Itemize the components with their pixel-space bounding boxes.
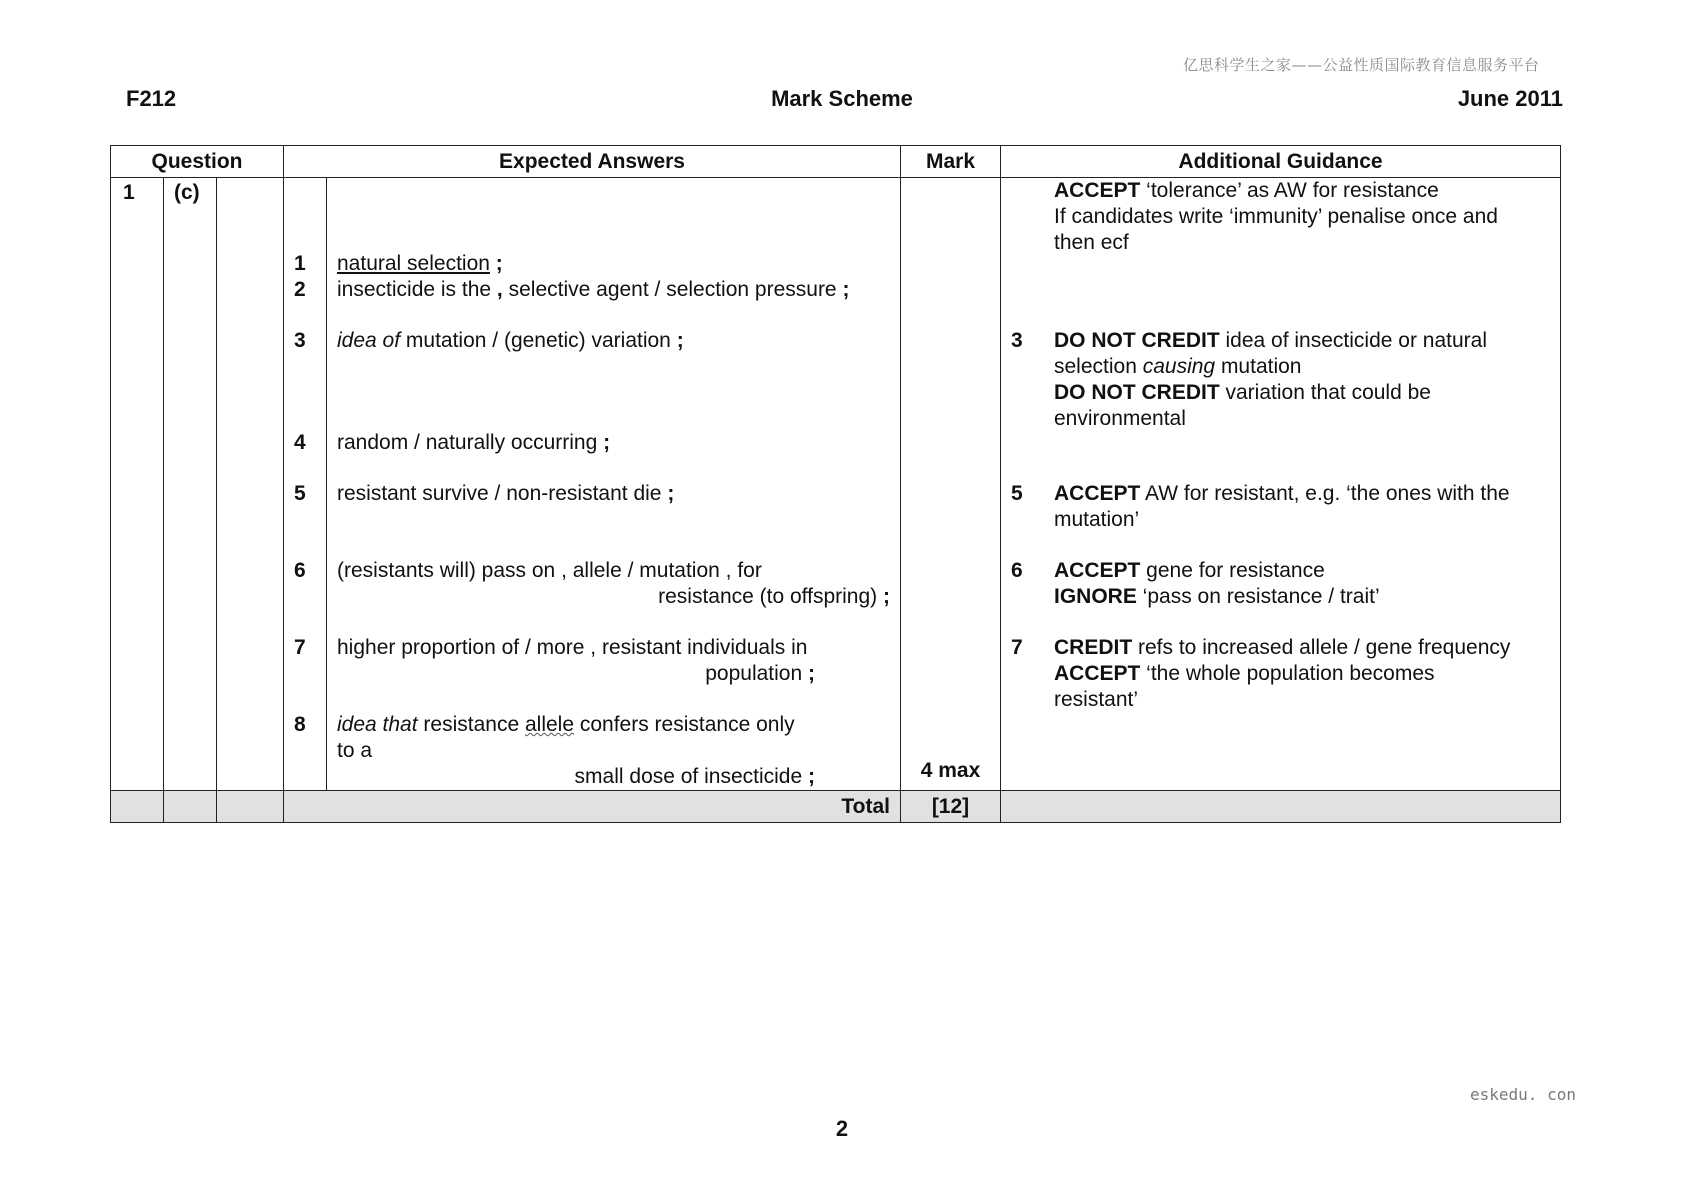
answer-item: (resistants will) pass on , allele / mutation , for resistance (to offspring) ; — [337, 559, 890, 608]
additional-guidance — [1001, 178, 1560, 788]
guidance-item: CREDIT refs to increased allele / gene frequency ACCEPT ‘the whole population becomes resistant’ — [1054, 636, 1511, 711]
expected-answers — [327, 178, 900, 788]
answer-number: 2 — [294, 278, 306, 301]
answer-number: 3 — [294, 329, 306, 352]
watermark-bottom: eskedu. con — [1470, 1085, 1576, 1104]
answer-number: 6 — [294, 559, 306, 582]
mark-header: Mark — [901, 146, 1001, 178]
guidance-number: 3 — [1011, 329, 1023, 352]
guidance-item: DO NOT CREDIT idea of insecticide or natural selection causing mutation DO NOT CREDIT variation that could be environmental — [1054, 329, 1487, 430]
answer-item: insecticide is the , selective agent / selection pressure ; — [337, 278, 850, 301]
answer-number: 8 — [294, 713, 306, 736]
guidance-number: 5 — [1011, 482, 1023, 505]
guidance-number: 6 — [1011, 559, 1023, 582]
mark-max: 4 max — [920, 759, 981, 782]
page-number: 2 — [835, 1116, 849, 1141]
answer-number: 4 — [294, 431, 306, 454]
guidance-item: ACCEPT gene for resistance IGNORE ‘pass on resistance / trait’ — [1054, 559, 1380, 608]
answer-number: 7 — [294, 636, 306, 659]
table-row — [111, 178, 1561, 791]
total-label: Total — [284, 791, 901, 823]
total-row — [111, 791, 1561, 823]
answer-item: idea of mutation / (genetic) variation ; — [337, 329, 684, 352]
answer-item: random / naturally occurring ; — [337, 431, 611, 454]
guidance-item: ACCEPT AW for resistant, e.g. ‘the ones with the mutation’ — [1054, 482, 1510, 531]
guidance-general: ACCEPT ‘tolerance’ as AW for resistance If candidates write ‘immunity’ penalise once and then ecf — [1054, 179, 1498, 254]
total-mark: [12] — [901, 791, 1001, 823]
guidance-header: Additional Guidance — [1001, 146, 1561, 178]
answer-item: natural selection ; — [337, 252, 503, 275]
expected-answers-header: Expected Answers — [284, 146, 901, 178]
answer-number: 5 — [294, 482, 306, 505]
question-part: (c) — [174, 181, 200, 204]
guidance-number: 7 — [1011, 636, 1023, 659]
answer-numbers — [284, 178, 326, 788]
mark-scheme-table — [110, 145, 1561, 823]
watermark-top: 亿思科学生之家——公益性质国际教育信息服务平台 — [1183, 56, 1540, 74]
answer-item: idea that resistance allele confers resistance only to a small dose of insecticide ; — [337, 713, 815, 788]
answer-item: higher proportion of / more , resistant individuals in population ; — [337, 636, 815, 685]
answer-number: 1 — [294, 252, 306, 275]
paper-code: F212 — [126, 86, 177, 111]
table-header-row — [111, 146, 1561, 178]
page-title: Mark Scheme — [771, 86, 913, 111]
question-number: 1 — [123, 181, 135, 204]
answer-item: resistant survive / non-resistant die ; — [337, 482, 675, 505]
question-header: Question — [111, 146, 284, 178]
exam-session: June 2011 — [1457, 86, 1563, 111]
